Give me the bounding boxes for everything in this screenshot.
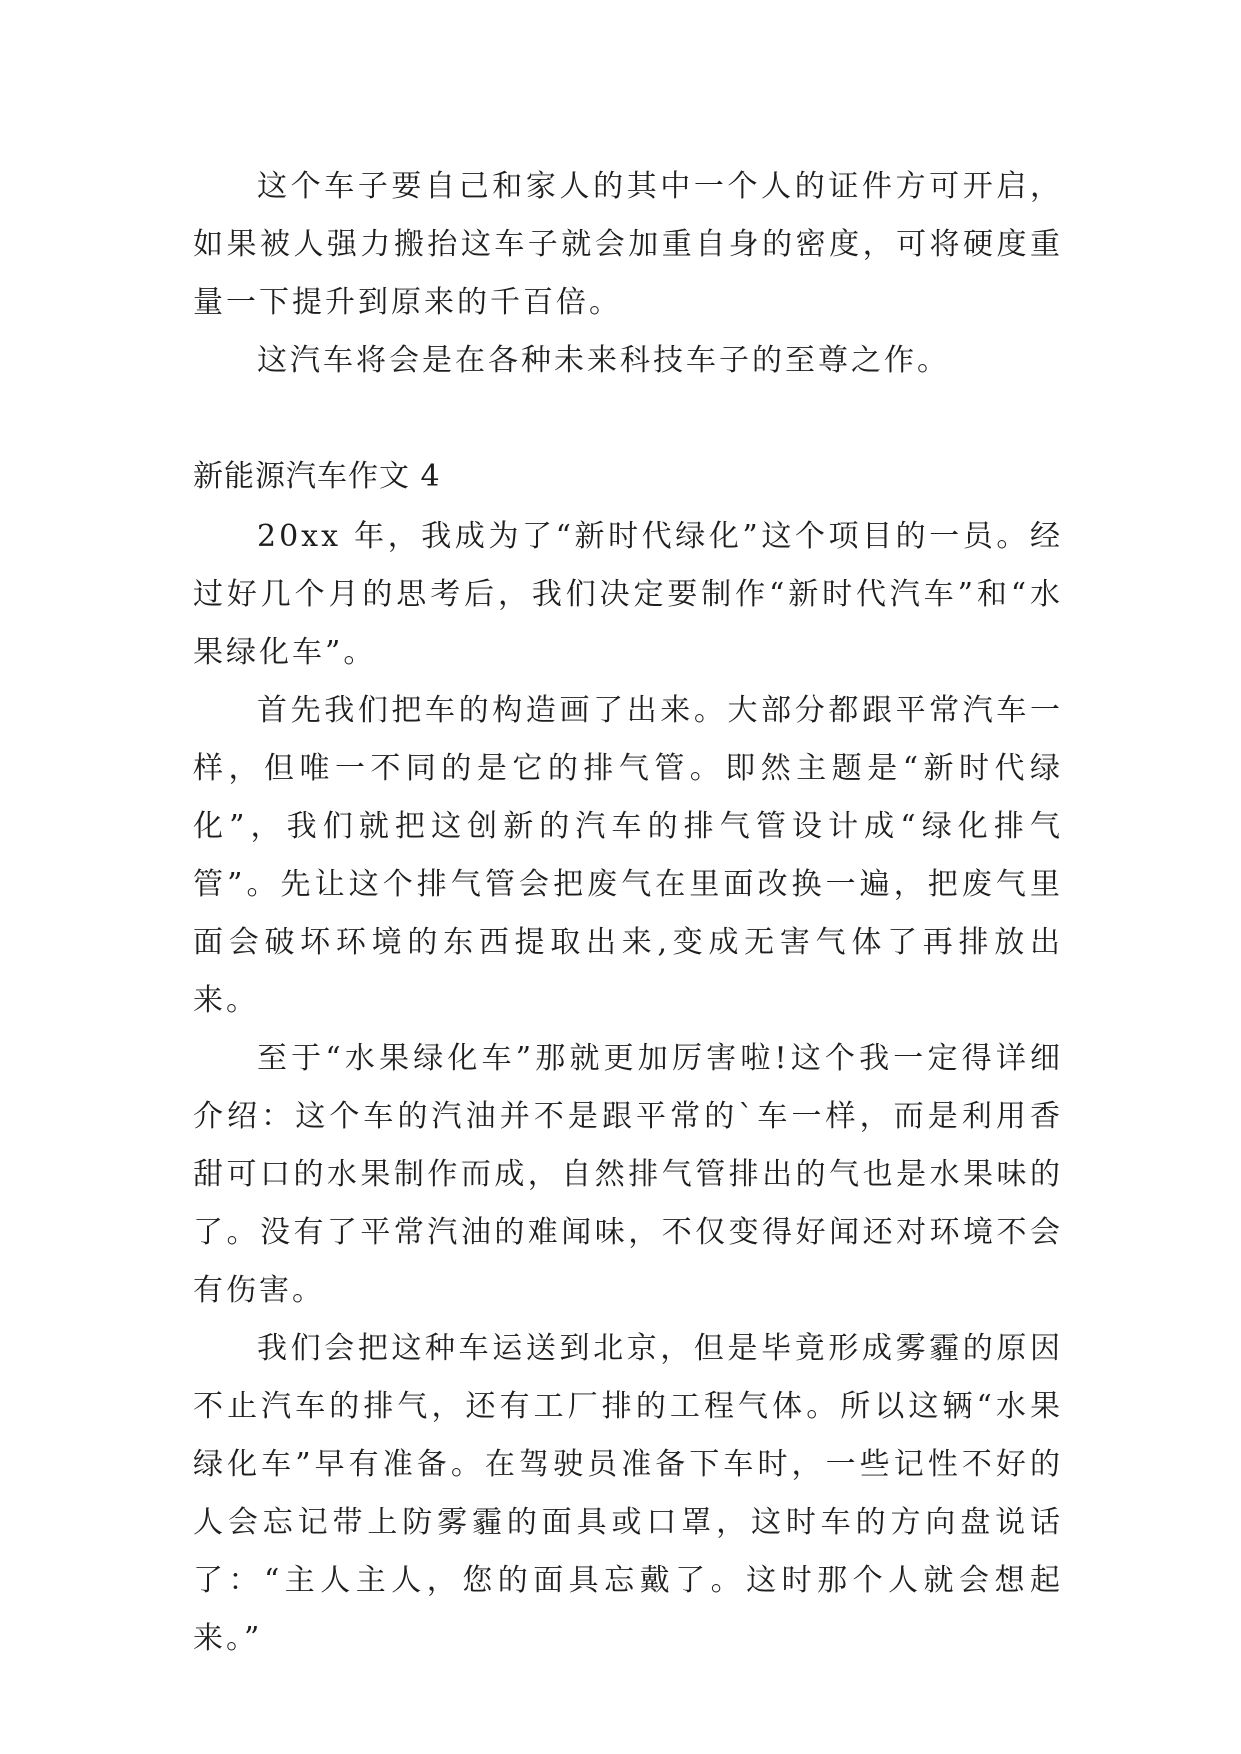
paragraph-fruit-car: 至于“水果绿化车”那就更加厉害啦!这个我一定得详细介绍：这个车的汽油并不是跟平常的`车一样，而是利用香甜可口的水果制作而成，自然排气管排出的气也是水果味的了。没有了平常汽油的难闻味，不仅变得好闻还对环境不会有伤害。 — [193, 1041, 1063, 1308]
paragraph-supreme-car: 这汽车将会是在各种未来科技车子的至尊之作。 — [257, 343, 950, 378]
paragraph-project-intro: 20xx 年，我成为了“新时代绿化”这个项目的一员。经过好几个月的思考后，我们决定要制作“新时代汽车”和“水果绿化车”。 — [193, 519, 1063, 670]
section-heading-block — [193, 448, 1063, 506]
essay-body — [193, 508, 1063, 1668]
paragraph-beijing-smog: 我们会把这种车运送到北京，但是毕竟形成雾霾的原因不止汽车的排气，还有工厂排的工程气体。所以这辆“水果绿化车”早有准备。在驾驶员准备下车时，一些记性不好的人会忘记带上防雾霾的面具或口罩，这时车的方向盘说话了：“主人主人，您的面具忘戴了。这时那个人就会想起来。” — [193, 1331, 1063, 1656]
paragraph-id-unlock: 这个车子要自己和家人的其中一个人的证件方可开启，如果被人强力搬抬这车子就会加重自身的密度，可将硬度重量一下提升到原来的千百倍。 — [193, 169, 1063, 320]
paragraph-exhaust-pipe: 首先我们把车的构造画了出来。大部分都跟平常汽车一样，但唯一不同的是它的排气管。即然主题是“新时代绿化”，我们就把这创新的汽车的排气管设计成“绿化排气管”。先让这个排气管会把废气在里面改换一遍，把废气里面会破坏环境的东西提取出来,变成无害气体了再排放出来。 — [193, 693, 1063, 1018]
section-heading: 新能源汽车作文 4 — [193, 459, 441, 494]
intro-block — [193, 158, 1063, 390]
